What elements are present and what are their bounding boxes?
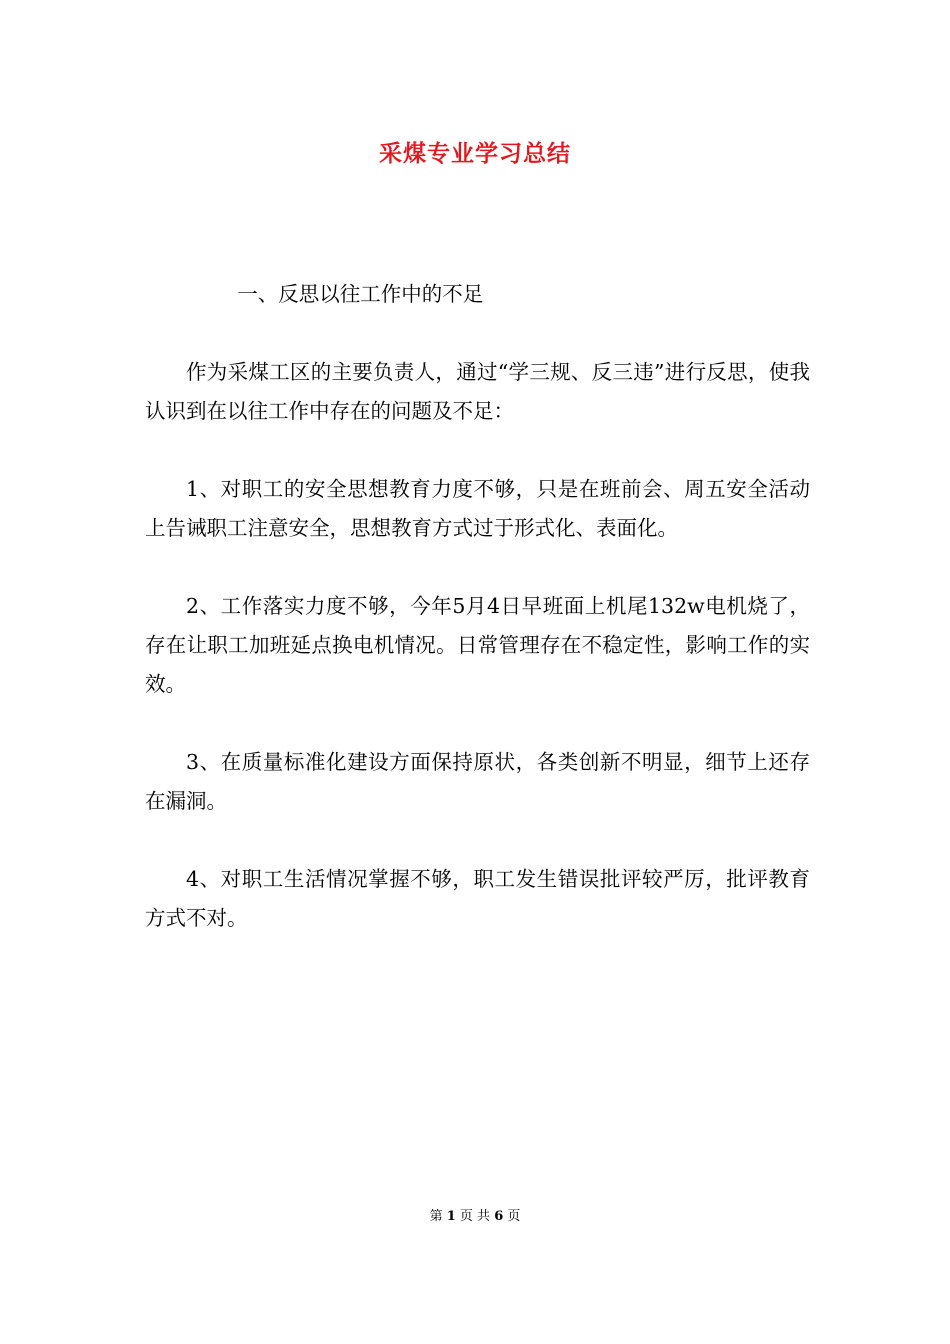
paragraph-item-2: 2、工作落实力度不够，今年5月4日早班面上机尾132w电机烧了，存在让职工加班延点换电机情况。日常管理存在不稳定性，影响工作的实效。 bbox=[145, 594, 810, 696]
paragraph-item-3: 3、在质量标准化建设方面保持原状，各类创新不明显，细节上还存在漏洞。 bbox=[145, 750, 810, 813]
document-body bbox=[145, 275, 810, 977]
section-heading: 一、反思以往工作中的不足 bbox=[237, 282, 484, 306]
document-title: 采煤专业学习总结 bbox=[379, 140, 571, 167]
footer-current-page: 1 bbox=[446, 1209, 456, 1224]
footer-middle: 页 共 bbox=[459, 1209, 491, 1224]
page-footer bbox=[0, 1207, 950, 1227]
paragraph-intro: 作为采煤工区的主要负责人，通过“学三规、反三违”进行反思，使我认识到在以往工作中存在的问题及不足： bbox=[145, 360, 810, 423]
paragraph-item-1: 1、对职工的安全思想教育力度不够，只是在班前会、周五安全活动上告诫职工注意安全，思想教育方式过于形式化、表面化。 bbox=[145, 477, 810, 540]
footer-suffix: 页 bbox=[507, 1209, 521, 1224]
footer-total-pages: 6 bbox=[494, 1209, 504, 1224]
paragraph-item-4: 4、对职工生活情况掌握不够，职工发生错误批评较严厉，批评教育方式不对。 bbox=[145, 867, 810, 930]
footer-prefix: 第 bbox=[429, 1209, 443, 1224]
